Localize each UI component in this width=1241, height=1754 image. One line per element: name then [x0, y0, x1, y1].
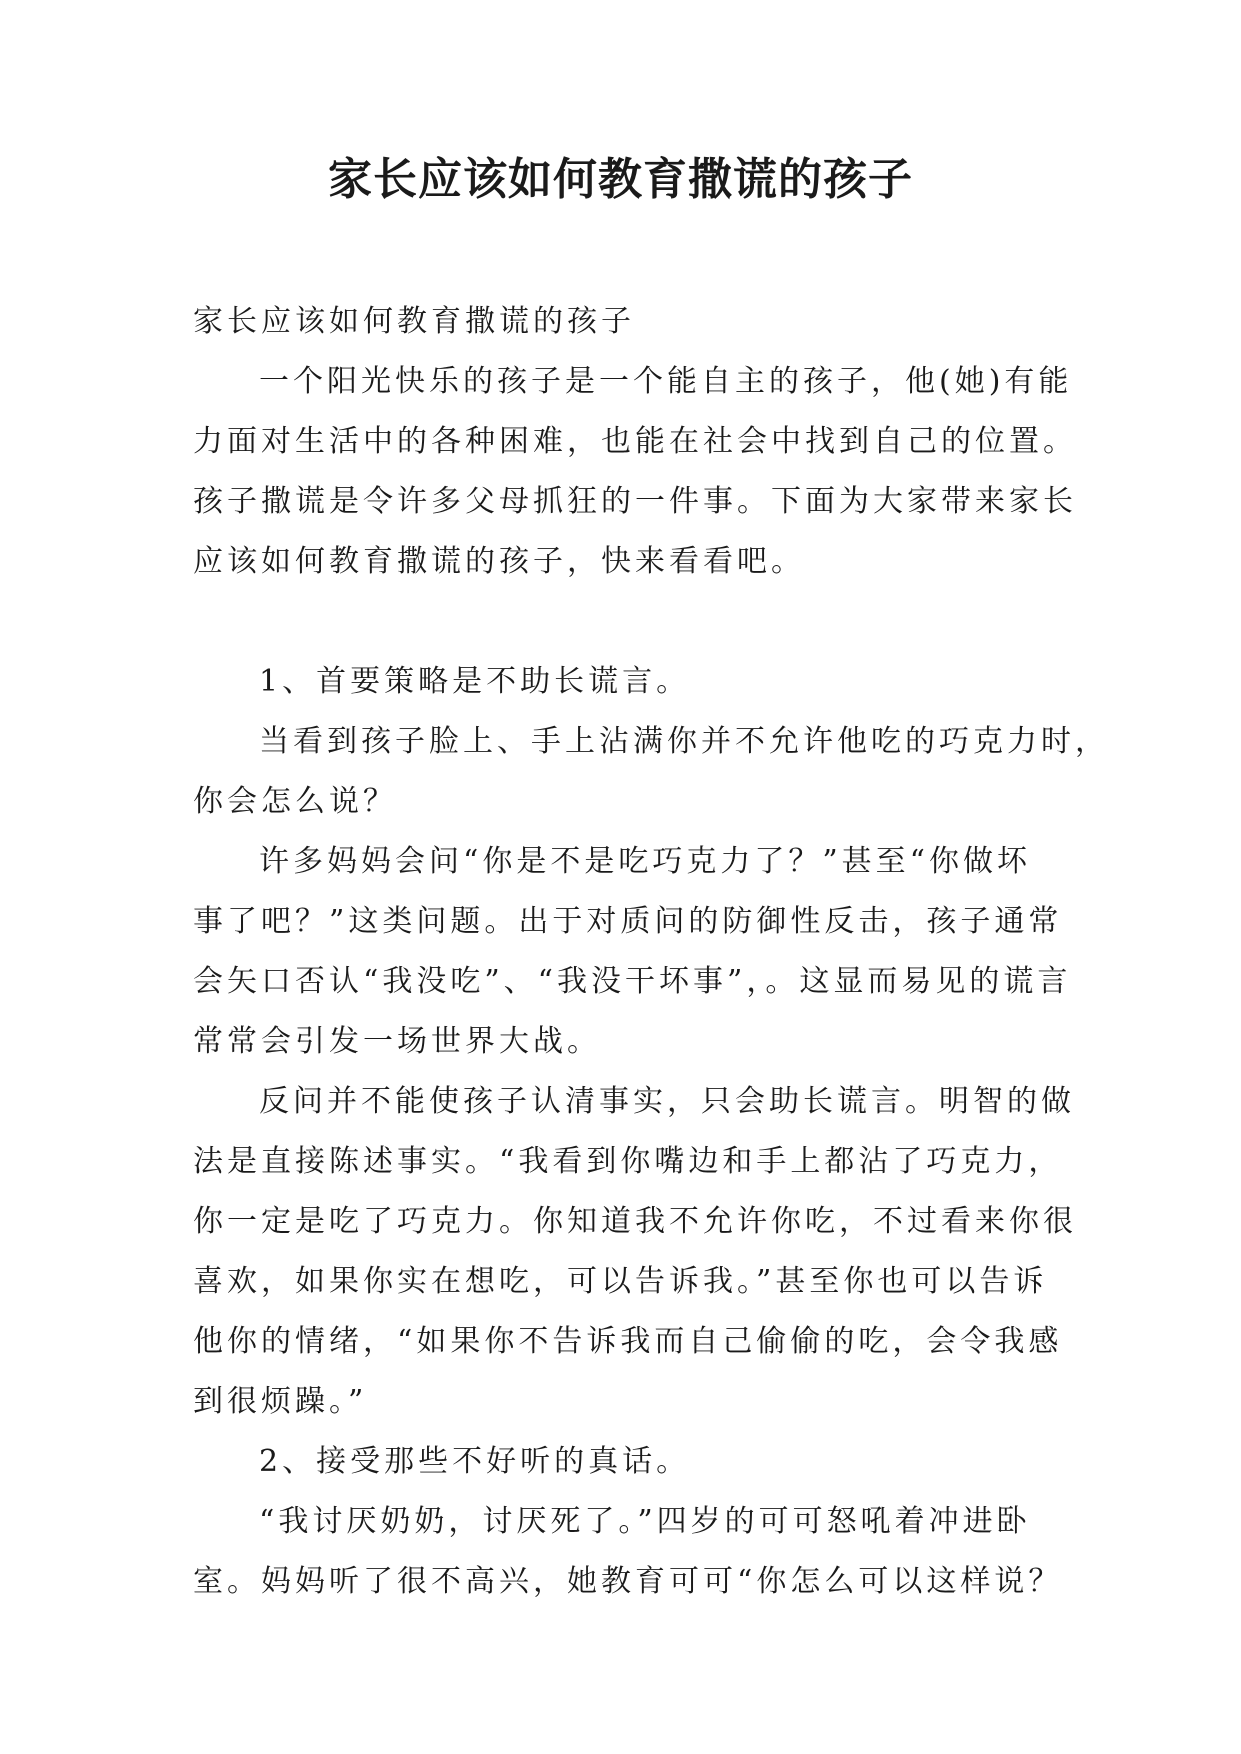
- paragraph-line: 事了吧？”这类问题。出于对质问的防御性反击，孩子通常: [193, 904, 1063, 939]
- document-title: 家长应该如何教育撒谎的孩子: [328, 154, 913, 205]
- paragraph-line: 一个阳光快乐的孩子是一个能自主的孩子，他(她)有能: [259, 364, 1073, 399]
- paragraph-line: 许多妈妈会问“你是不是吃巧克力了？”甚至“你做坏: [259, 844, 1032, 879]
- paragraph-line: 喜欢，如果你实在想吃，可以告诉我。”甚至你也可以告诉: [193, 1264, 1048, 1299]
- paragraph-line: “我讨厌奶奶，讨厌死了。”四岁的可可怒吼着冲进卧: [259, 1504, 1031, 1539]
- section-heading: 1、首要策略是不助长谎言。: [259, 664, 691, 699]
- paragraph-line: 孩子撒谎是令许多父母抓狂的一件事。下面为大家带来家长: [193, 484, 1077, 519]
- paragraph-line: 反问并不能使孩子认清事实，只会助长谎言。明智的做: [259, 1084, 1075, 1119]
- paragraph-line: 你一定是吃了巧克力。你知道我不允许你吃，不过看来你很: [193, 1204, 1077, 1239]
- subtitle-line: 家长应该如何教育撒谎的孩子: [193, 304, 635, 339]
- paragraph-line: 法是直接陈述事实。“我看到你嘴边和手上都沾了巧克力，: [193, 1144, 1063, 1179]
- paragraph-line: 你会怎么说？: [193, 784, 397, 819]
- paragraph-gap: [193, 592, 1053, 652]
- paragraph-line: 力面对生活中的各种困难，也能在社会中找到自己的位置。: [193, 424, 1077, 459]
- document-body: [193, 292, 1109, 1612]
- paragraph-line: 室。妈妈听了很不高兴，她教育可可“你怎么可以这样说？: [193, 1564, 1063, 1599]
- paragraph-line: 当看到孩子脸上、手上沾满你并不允许他吃的巧克力时，: [259, 724, 1109, 759]
- paragraph-line: 常常会引发一场世界大战。: [193, 1024, 601, 1059]
- paragraph-line: 他你的情绪，“如果你不告诉我而自己偷偷的吃，会令我感: [193, 1324, 1063, 1359]
- section-heading: 2、接受那些不好听的真话。: [259, 1444, 691, 1479]
- paragraph-line: 到很烦躁。”: [193, 1384, 368, 1419]
- paragraph-line: 会矢口否认“我没吃”、“我没干坏事”，。这显而易见的谎言: [193, 964, 1072, 999]
- paragraph-line: 应该如何教育撒谎的孩子，快来看看吧。: [193, 544, 805, 579]
